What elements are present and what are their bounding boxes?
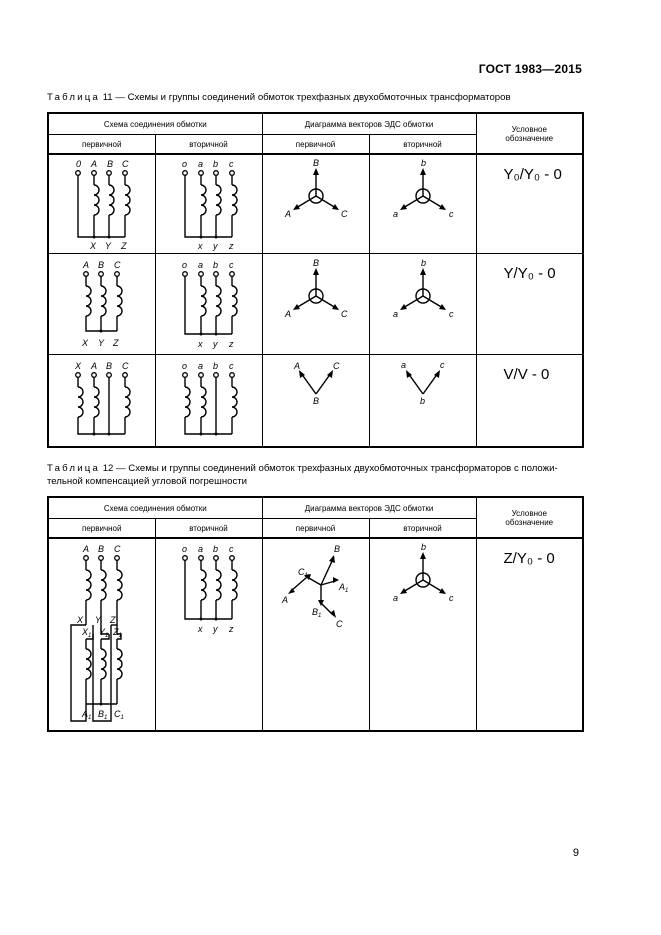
svg-text:b: b (420, 542, 426, 552)
svg-text:a: a (392, 209, 398, 219)
svg-text:x: x (197, 624, 202, 634)
scheme-cell (48, 154, 155, 254)
svg-text:B: B (312, 158, 319, 168)
svg-text:A1: $A_1$ (338, 582, 348, 594)
vector-cell (262, 254, 369, 355)
vector-cell (369, 538, 476, 731)
svg-text:C: C (332, 361, 340, 371)
table11-row-3 (48, 355, 583, 448)
svg-text:B: B (107, 159, 114, 169)
table11-caption (47, 91, 511, 104)
svg-text:a: a (400, 360, 406, 370)
secondary-star-neutral-scheme (156, 254, 262, 354)
primary-v-vector-diagram (263, 355, 369, 446)
svg-text:x: x (197, 241, 202, 251)
table11-caption-word: Таблица (47, 92, 101, 103)
connection-symbol: Z/Y₀ - 0 (503, 550, 555, 567)
table11-col-scheme: Схема соединения обмотки (48, 113, 262, 135)
svg-text:X: X (75, 361, 82, 371)
scheme-cell (48, 538, 155, 731)
svg-text:b: b (212, 159, 218, 169)
svg-text:Y: Y (98, 338, 105, 348)
svg-text:A: A (284, 209, 291, 219)
scheme-cell (155, 254, 262, 355)
svg-text:b: b (212, 361, 218, 371)
svg-text:C: C (335, 619, 343, 629)
table12-sub-secondary-vectors: вторичной (369, 519, 476, 539)
secondary-star-vector-diagram (370, 539, 476, 730)
table12-caption-line2: тельной компенсацией угловой погрешности (47, 476, 248, 487)
svg-text:A: A (284, 309, 291, 319)
table11-sub-primary: первичной (48, 135, 155, 155)
svg-text:B1: $B_1$ (98, 709, 108, 721)
svg-text:y: y (212, 241, 217, 251)
secondary-star-vector-diagram (370, 254, 476, 354)
table12-col-symbol: Условное обозначение (476, 497, 583, 538)
svg-text:x: x (197, 339, 202, 349)
table11-row-1 (48, 154, 583, 254)
primary-star-vector-diagram (263, 254, 369, 354)
svg-text:c: c (448, 309, 454, 319)
symbol-cell (476, 254, 583, 355)
table12-caption (47, 462, 558, 488)
svg-text:B: B (333, 544, 340, 554)
svg-text:C: C (122, 361, 129, 371)
svg-text:b: b (420, 258, 426, 268)
connection-symbol: V/V - 0 (503, 366, 550, 383)
svg-text:B: B (98, 260, 105, 270)
svg-text:X1: $X_1$ (82, 627, 92, 639)
vector-cell (262, 538, 369, 731)
primary-star-vector-diagram (263, 155, 369, 253)
svg-text:Z: Z (113, 338, 119, 348)
scheme-cell (155, 538, 262, 731)
svg-text:C1: $C_1$ (297, 567, 308, 579)
table12-col-vectors: Диаграмма векторов ЭДС обмотки (262, 497, 476, 519)
svg-text:C1: $C_1$ (114, 709, 124, 721)
svg-text:y: y (212, 339, 217, 349)
svg-text:Y: Y (105, 241, 112, 251)
svg-text:A: A (91, 159, 98, 169)
svg-text:B: B (312, 258, 319, 268)
symbol-cell (476, 538, 583, 731)
svg-text:Z1: $Z_1$ (113, 627, 122, 639)
svg-text:B: B (312, 396, 319, 406)
svg-text:a: a (197, 260, 203, 270)
vector-cell (262, 154, 369, 254)
svg-text:a: a (392, 309, 398, 319)
svg-text:b: b (419, 396, 425, 406)
symbol-cell (476, 154, 583, 254)
svg-text:Z: Z (121, 241, 127, 251)
table11-sub-secondary-vectors: вторичной (369, 135, 476, 155)
vector-cell (369, 254, 476, 355)
svg-text:0: 0 (76, 159, 82, 169)
primary-star-neutral-scheme (49, 155, 155, 253)
standard-header: ГОСТ 1983—2015 (478, 62, 582, 76)
svg-text:c: c (228, 544, 233, 554)
svg-text:o: o (181, 544, 187, 554)
svg-text:b: b (212, 260, 218, 270)
svg-text:Z: Z (110, 615, 116, 625)
table12-caption-text: 12 — Схемы и группы соединений обмоток трехфазных двухобмоточных трансформаторов с положи- (102, 463, 558, 474)
svg-text:B1: $B_1$ (311, 607, 321, 619)
table12-sub-primary-vectors: первичной (262, 519, 369, 539)
svg-text:A: A (83, 260, 90, 270)
svg-text:a: a (197, 544, 203, 554)
svg-text:C: C (122, 159, 129, 169)
table11-row-2 (48, 254, 583, 355)
svg-text:z: z (228, 339, 233, 349)
scheme-cell (48, 355, 155, 448)
table11-col-symbol: Условное обозначение (476, 113, 583, 154)
secondary-star-neutral-scheme (156, 155, 262, 253)
table12 (47, 496, 584, 732)
scheme-cell (155, 154, 262, 254)
primary-zigzag-scheme (49, 539, 155, 730)
vector-cell (369, 355, 476, 448)
primary-star-scheme (49, 254, 155, 354)
svg-text:C: C (340, 209, 348, 219)
secondary-star-neutral-scheme (156, 539, 262, 730)
table12-col-scheme: Схема соединения обмотки (48, 497, 262, 519)
secondary-open-delta-scheme (156, 355, 262, 446)
secondary-v-vector-diagram (370, 355, 476, 446)
svg-text:X: X (77, 615, 84, 625)
svg-text:c: c (228, 260, 233, 270)
connection-symbol: Y/Y₀ - 0 (503, 265, 556, 282)
svg-text:c: c (228, 361, 233, 371)
svg-text:X: X (90, 241, 97, 251)
svg-text:c: c (448, 593, 454, 603)
svg-text:X: X (82, 338, 89, 348)
svg-text:C: C (340, 309, 348, 319)
primary-open-delta-scheme (49, 355, 155, 446)
secondary-star-vector-diagram (370, 155, 476, 253)
svg-text:z: z (228, 624, 233, 634)
table11 (47, 112, 584, 448)
svg-text:A: A (83, 544, 90, 554)
page-number: 9 (572, 847, 579, 859)
svg-text:c: c (439, 360, 445, 370)
scheme-cell (155, 355, 262, 448)
svg-text:A1: $A_1$ (82, 709, 92, 721)
table11-sub-primary-vectors: первичной (262, 135, 369, 155)
svg-text:o: o (181, 260, 187, 270)
svg-text:a: a (197, 361, 203, 371)
svg-text:z: z (228, 241, 233, 251)
vector-cell (262, 355, 369, 448)
table12-sub-primary: первичной (48, 519, 155, 539)
svg-text:o: o (181, 159, 187, 169)
svg-text:Y1: $Y_1$ (99, 627, 109, 639)
svg-text:b: b (212, 544, 218, 554)
svg-text:b: b (420, 158, 426, 168)
table11-col-vectors: Диаграмма векторов ЭДС обмотки (262, 113, 476, 135)
primary-zigzag-vector-diagram (263, 539, 369, 730)
svg-text:A: A (293, 361, 300, 371)
svg-text:B: B (98, 544, 105, 554)
scheme-cell (48, 254, 155, 355)
connection-symbol: Y₀/Y₀ - 0 (503, 166, 562, 183)
svg-text:y: y (212, 624, 217, 634)
table11-caption-text: 11 — Схемы и группы соединений обмоток трехфазных двухобмоточных трансформаторов (102, 92, 511, 103)
svg-text:c: c (448, 209, 454, 219)
table12-row-1 (48, 538, 583, 731)
svg-text:a: a (392, 593, 398, 603)
table11-sub-secondary: вторичной (155, 135, 262, 155)
svg-text:o: o (181, 361, 187, 371)
svg-text:B: B (106, 361, 113, 371)
svg-text:a: a (197, 159, 203, 169)
svg-text:A: A (281, 595, 288, 605)
svg-text:Y: Y (95, 615, 102, 625)
symbol-cell (476, 355, 583, 448)
table12-caption-word: Таблица (47, 463, 101, 474)
svg-text:C: C (114, 544, 121, 554)
table12-sub-secondary: вторичной (155, 519, 262, 539)
svg-text:C: C (114, 260, 121, 270)
svg-text:c: c (228, 159, 233, 169)
vector-cell (369, 154, 476, 254)
svg-text:A: A (91, 361, 98, 371)
